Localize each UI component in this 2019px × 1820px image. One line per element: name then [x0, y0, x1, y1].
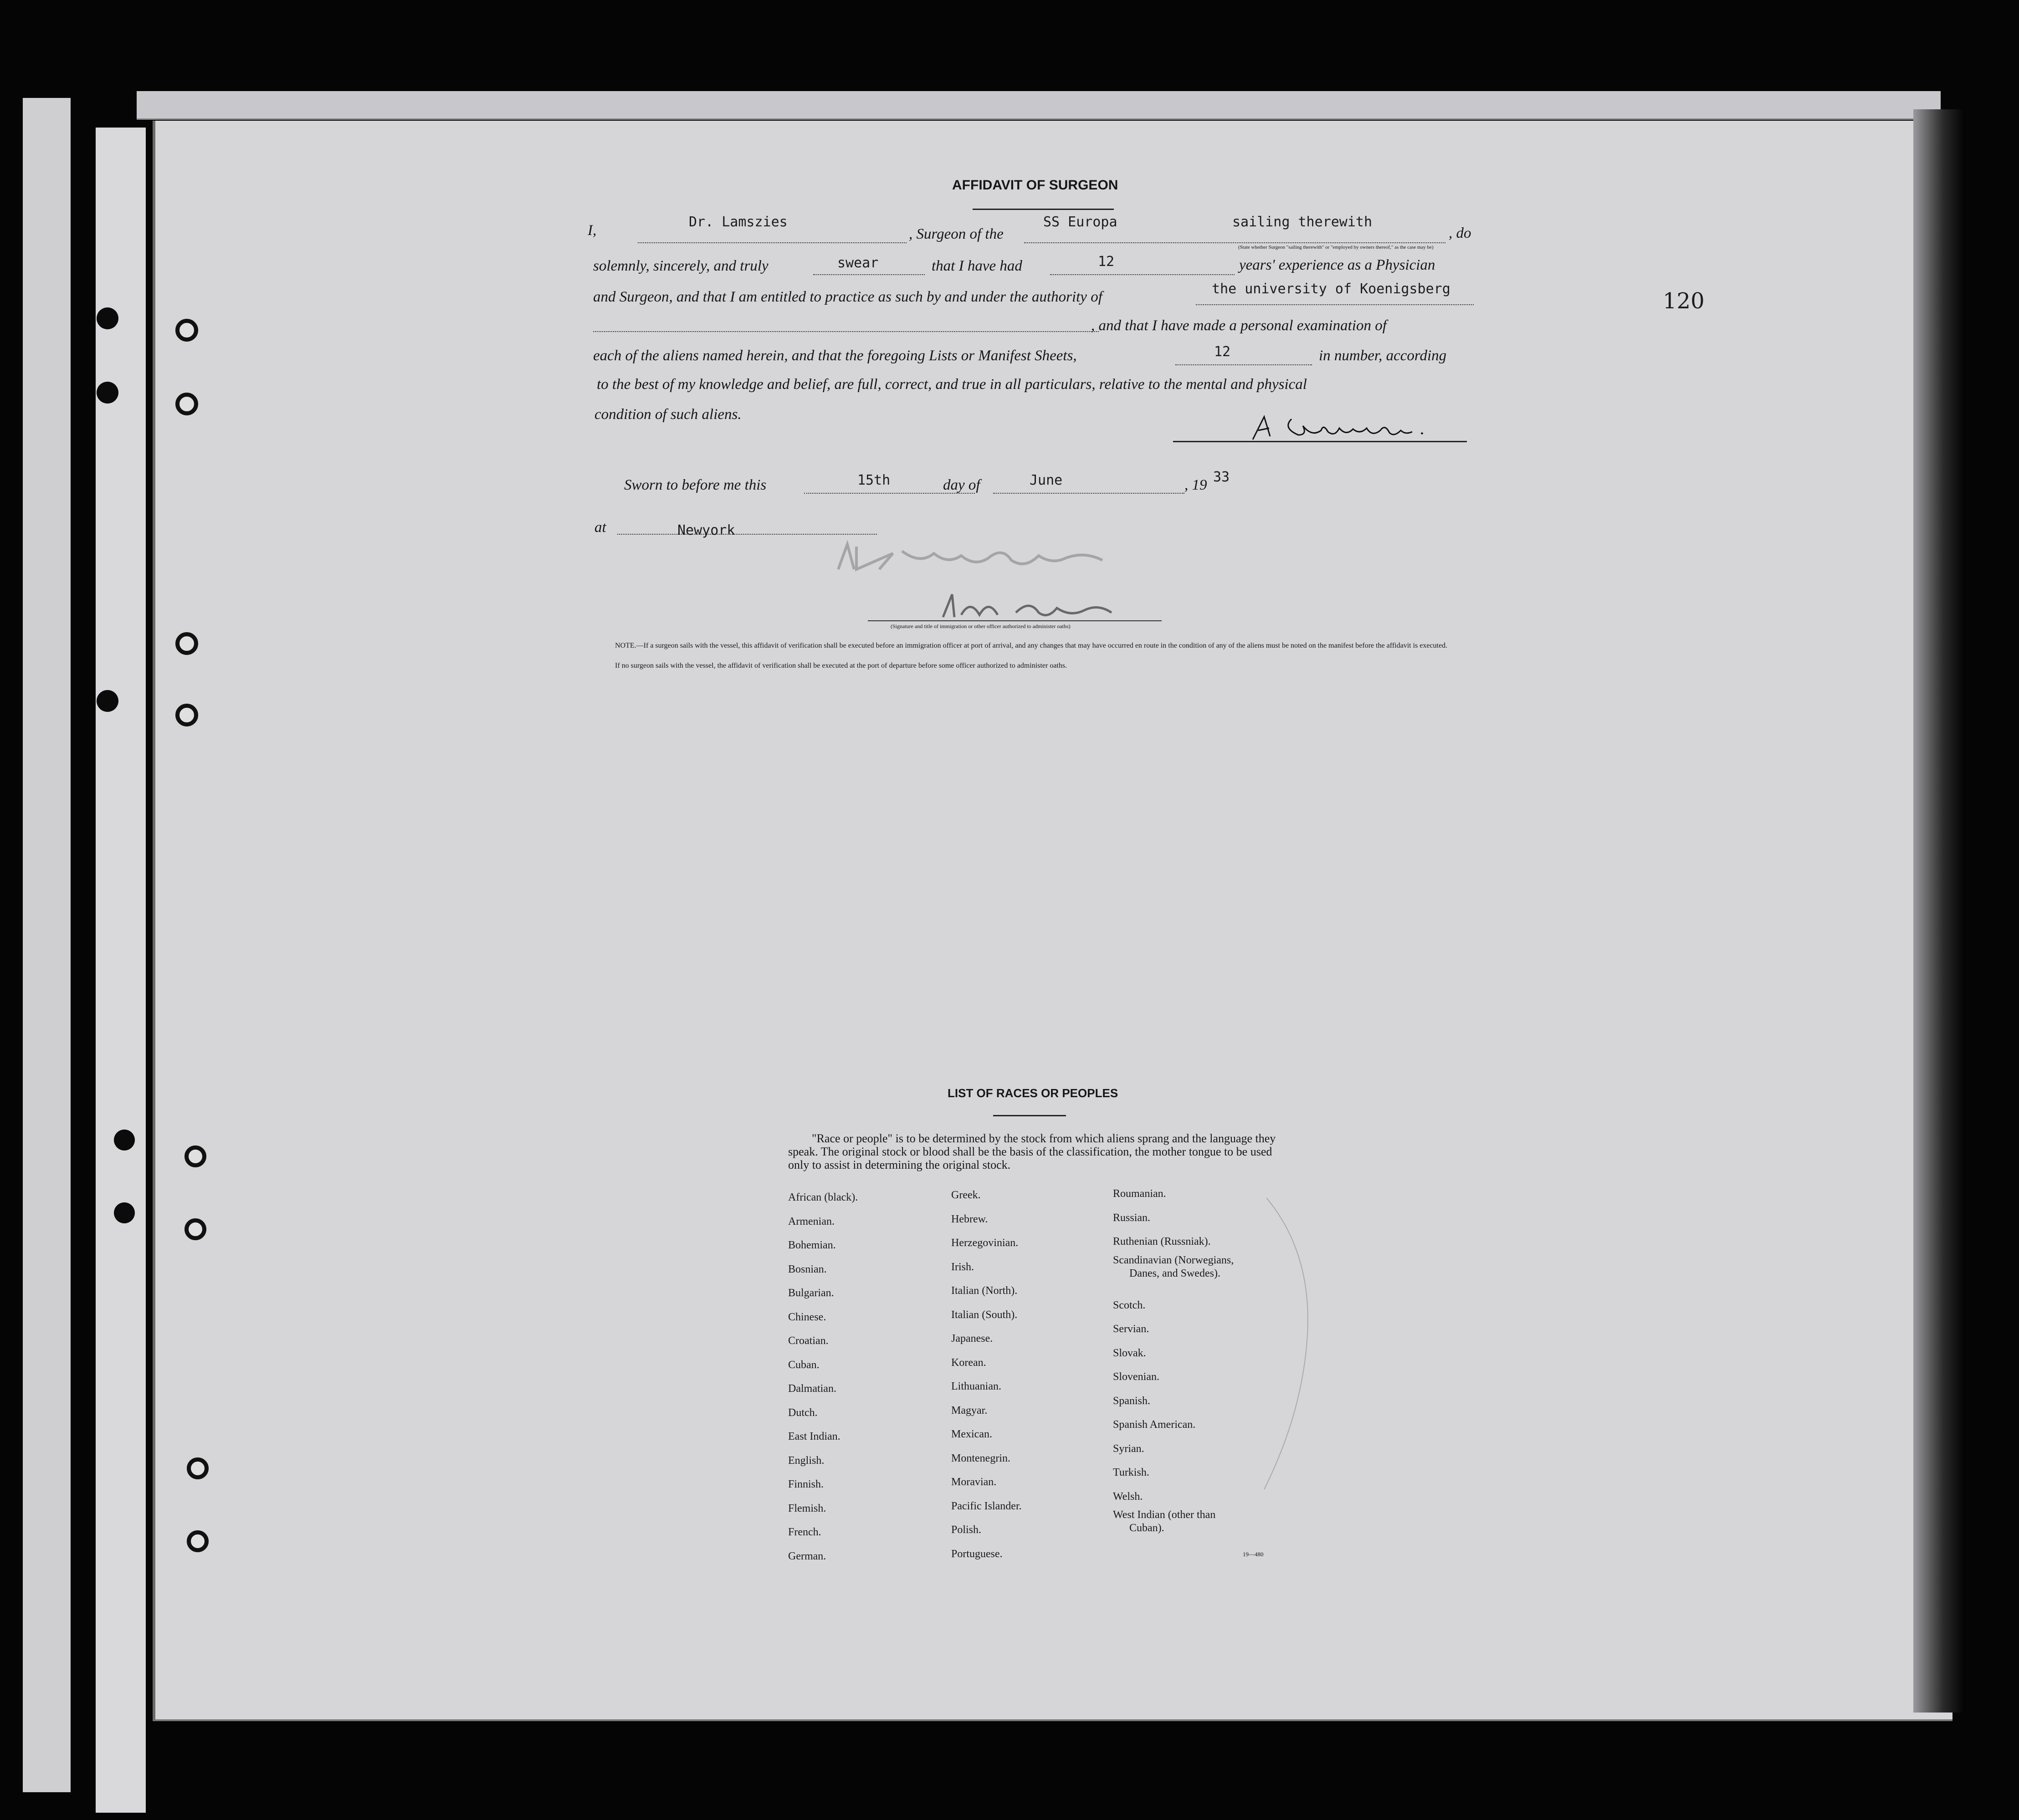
- races-column-2: [951, 1183, 1022, 1566]
- races-title-rule: [993, 1115, 1066, 1116]
- page-right-edge: [1913, 109, 1963, 1713]
- race-item: Dutch.: [788, 1406, 818, 1419]
- race-item: Slovak.: [1113, 1347, 1146, 1359]
- years-line: [1050, 274, 1235, 275]
- place-line: [617, 534, 877, 535]
- officer-signature-1: [829, 537, 1121, 578]
- race-item: Roumanian.: [1113, 1188, 1166, 1200]
- surgeon-name-line: [638, 242, 907, 243]
- race-item: Spanish.: [1113, 1395, 1151, 1407]
- race-item: Cuban.: [788, 1359, 820, 1371]
- race-item: Lithuanian.: [951, 1380, 1001, 1392]
- punch-hole: [114, 1202, 135, 1223]
- race-item: Russian.: [1113, 1212, 1151, 1224]
- race-item: Chinese.: [788, 1311, 826, 1323]
- status-hint: (State whether Surgeon "sailing therewith" or "employed by owners thereof," as the case may be): [1238, 245, 1434, 250]
- race-item: Scandinavian (Norwegians, Danes, and Swedes).: [1113, 1254, 1234, 1279]
- race-item: Irish.: [951, 1261, 974, 1273]
- race-item: Mexican.: [951, 1428, 992, 1440]
- sailing-status: sailing therewith: [1232, 214, 1373, 230]
- race-item: Welsh.: [1113, 1490, 1143, 1503]
- race-item: Portuguese.: [951, 1548, 1003, 1560]
- race-item: Hebrew.: [951, 1213, 988, 1225]
- race-item: German.: [788, 1550, 826, 1562]
- form-code: 19—480: [1243, 1551, 1264, 1558]
- race-item: East Indian.: [788, 1431, 840, 1442]
- text-in-number: in number, according: [1319, 348, 1447, 364]
- race-item: Finnish.: [788, 1478, 824, 1490]
- race-item: French.: [788, 1526, 821, 1538]
- text-years-exp: years' experience as a Physician: [1239, 257, 1435, 273]
- text-year-prefix: , 19: [1184, 477, 1207, 493]
- text-solemnly: solemnly, sincerely, and truly: [593, 258, 769, 274]
- races-intro: "Race or people" is to be determined by the stock from which aliens sprang and the language they speak. The original stock or blood shall be the basis of the classification, the mother tongue to be used only to assist in determining the original stock.: [788, 1132, 1276, 1171]
- race-item: African (black).: [788, 1191, 858, 1203]
- race-item: Dalmatian.: [788, 1383, 836, 1395]
- punch-hole: [175, 319, 198, 342]
- race-item: Croatian.: [788, 1335, 829, 1347]
- oath-word: swear: [837, 255, 879, 271]
- race-item: Pacific Islander.: [951, 1500, 1022, 1512]
- surgeon-name: Dr. Lamszies: [689, 214, 788, 230]
- stacked-page-edges: [137, 91, 1941, 120]
- month-line: [993, 493, 1184, 494]
- year-suffix: 33: [1213, 469, 1230, 485]
- text-and-surgeon: and Surgeon, and that I am entitled to practice as such by and under the authority of: [593, 289, 1102, 305]
- race-item: Italian (North).: [951, 1285, 1018, 1297]
- page-number: 120: [1663, 288, 1705, 314]
- text-personal-exam: , and that I have made a personal examination of: [1091, 317, 1387, 334]
- punch-hole: [175, 632, 198, 655]
- text-day-of: day of: [943, 477, 980, 493]
- text-sworn: Sworn to before me this: [624, 477, 767, 493]
- binder-strip-left: [23, 98, 71, 1792]
- race-item: Korean.: [951, 1356, 986, 1369]
- month-value: June: [1030, 472, 1063, 488]
- authority-line: [1196, 304, 1474, 305]
- punch-hole: [97, 690, 118, 712]
- punch-hole: [187, 1530, 209, 1552]
- pencil-stroke: [1257, 1198, 1330, 1489]
- punch-hole: [184, 1218, 206, 1240]
- race-item: Greek.: [951, 1189, 981, 1201]
- race-item: Japanese.: [951, 1333, 993, 1345]
- text-condition: condition of such aliens.: [594, 406, 742, 423]
- punch-hole: [97, 307, 118, 329]
- race-item: Servian.: [1113, 1323, 1149, 1335]
- vessel-line: [1024, 242, 1445, 243]
- binder-strip-inner: [96, 128, 146, 1813]
- races-title: LIST OF RACES OR PEOPLES: [948, 1086, 1118, 1100]
- text-each-alien: each of the aliens named herein, and that the foregoing Lists or Manifest Sheets,: [593, 348, 1077, 364]
- place-value: Newyork: [677, 522, 735, 538]
- race-item: Herzegovinian.: [951, 1237, 1019, 1249]
- punch-hole: [187, 1457, 209, 1479]
- vessel-name: SS Europa: [1043, 214, 1117, 230]
- race-item: Bohemian.: [788, 1239, 836, 1251]
- race-item: Slovenian.: [1113, 1371, 1159, 1383]
- punch-hole: [114, 1130, 135, 1150]
- race-item: Montenegrin.: [951, 1452, 1010, 1464]
- signature-rule: [1173, 441, 1467, 442]
- punch-hole: [175, 704, 198, 726]
- day-value: 15th: [857, 472, 891, 488]
- authority-line-2: [593, 331, 1099, 332]
- race-item: Turkish.: [1113, 1467, 1149, 1478]
- oath-line: [813, 274, 925, 275]
- authority-value: the university of Koenigsberg: [1212, 281, 1450, 297]
- race-item: West Indian (other than Cuban).: [1113, 1509, 1216, 1534]
- sheets-line: [1175, 364, 1312, 365]
- race-item: Bulgarian.: [788, 1287, 834, 1299]
- text-best-knowledge: to the best of my knowledge and belief, are full, correct, and true in all particulars, relative to the mental and physical: [597, 376, 1307, 393]
- race-item: Spanish American.: [1113, 1419, 1196, 1431]
- race-item: English.: [788, 1454, 825, 1467]
- races-column-1: [788, 1186, 858, 1568]
- text-do: , do: [1449, 225, 1471, 241]
- text-i: I,: [588, 222, 597, 239]
- race-item: Armenian.: [788, 1215, 835, 1227]
- sheets-value: 12: [1214, 344, 1231, 360]
- years-value: 12: [1098, 254, 1115, 270]
- text-surgeon-of: , Surgeon of the: [909, 226, 1004, 242]
- race-item: Syrian.: [1113, 1442, 1144, 1455]
- race-item: Scotch.: [1113, 1299, 1146, 1311]
- affidavit-title: AFFIDAVIT OF SURGEON: [952, 178, 1118, 193]
- race-item: Bosnian.: [788, 1263, 827, 1275]
- punch-hole: [97, 382, 118, 404]
- race-item: Flemish.: [788, 1502, 826, 1514]
- note-paragraph-1: NOTE.—If a surgeon sails with the vessel, this affidavit of verification shall be executed before an immigration officer at port of arrival, and any changes that may have occurred en route in the condition of any of the aliens must be noted on the manifest before the affidavit is executed.: [615, 642, 1448, 649]
- race-item: Moravian.: [951, 1476, 997, 1488]
- punch-hole: [175, 393, 198, 415]
- race-item: Polish.: [951, 1524, 982, 1536]
- officer-line: [868, 620, 1162, 621]
- race-item: Magyar.: [951, 1404, 988, 1416]
- races-column-3: [1113, 1182, 1234, 1548]
- officer-caption: (Signature and title of immigration or other officer authorized to administer oaths): [891, 623, 1071, 629]
- race-item: Ruthenian (Russniak).: [1113, 1236, 1211, 1247]
- note-paragraph-2: If no surgeon sails with the vessel, the affidavit of verification shall be executed at the port of departure before some officer authorized to administer oaths.: [615, 662, 1067, 670]
- text-have-had: that I have had: [932, 258, 1022, 274]
- punch-hole: [184, 1145, 206, 1167]
- title-rule: [973, 209, 1114, 210]
- text-at: at: [594, 519, 606, 536]
- race-item: Italian (South).: [951, 1309, 1018, 1321]
